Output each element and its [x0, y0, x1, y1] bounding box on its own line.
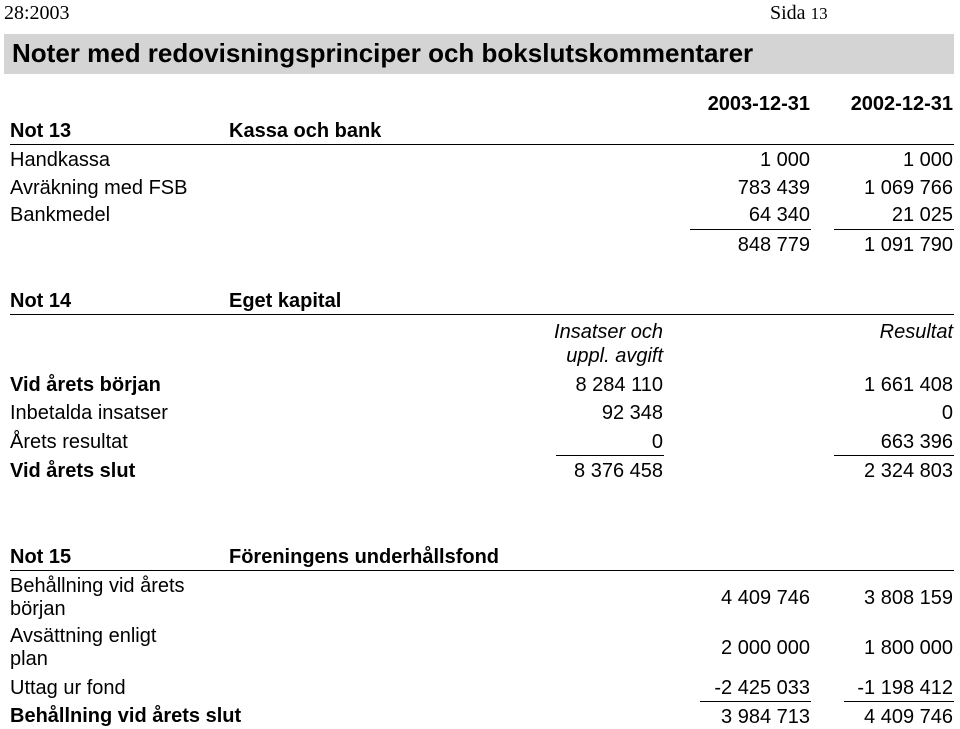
note14-col-b-header: Resultat [879, 321, 953, 343]
title-bar [4, 34, 954, 74]
page-label: Sida [770, 2, 806, 24]
note13-sum-line-current [690, 229, 811, 230]
note13-row-current: 64 340 [748, 204, 810, 226]
note15-row-current: 2 000 000 [721, 637, 810, 659]
note14-number: Not 14 [10, 290, 72, 312]
note14-sum-line-a [556, 455, 664, 456]
note15-divider [10, 570, 954, 571]
note13-sum-line-previous [834, 229, 954, 230]
note15-row-current: -2 425 033 [714, 677, 810, 699]
note15-sum-line-previous [844, 701, 954, 702]
note13-row-previous: 1 069 766 [864, 177, 953, 199]
note14-heading: Eget kapital [229, 290, 342, 312]
note13-total-current: 848 779 [737, 234, 810, 256]
column-header-current: 2003-12-31 [707, 93, 810, 115]
note14-row-a: 92 348 [601, 402, 663, 424]
note15-heading: Föreningens underhållsfond [229, 546, 500, 568]
note13-row-previous: 21 025 [891, 204, 953, 226]
note14-row-label: Inbetalda insatser [10, 402, 168, 424]
note13-total-previous: 1 091 790 [864, 234, 953, 256]
page-number-label [770, 2, 828, 25]
note14-row-a: 0 [651, 431, 663, 453]
note13-row-current: 783 439 [737, 177, 810, 199]
note14-row-label: Vid årets början [10, 374, 161, 396]
note13-row-previous: 1 000 [902, 149, 953, 171]
note14-sum-line-b [834, 455, 954, 456]
note13-heading: Kassa och bank [229, 120, 382, 142]
note15-row-label-line1: Behållning vid årets slut [10, 705, 242, 727]
note14-row-label: Vid årets slut [10, 460, 136, 482]
note14-divider [10, 314, 954, 315]
note15-sum-line-current [700, 701, 811, 702]
note14-row-b: 0 [941, 402, 953, 424]
note14-row-a: 8 284 110 [575, 374, 663, 396]
note14-row-label: Årets resultat [10, 431, 128, 453]
note15-row-previous: 1 800 000 [864, 637, 953, 659]
note15-row-previous: 3 808 159 [864, 587, 953, 609]
note15-row-label-line1: Avsättning enligt [10, 625, 157, 647]
note15-row-label-line2: plan [10, 648, 48, 670]
note13-divider [10, 144, 954, 145]
note14-row-b: 2 324 803 [864, 460, 953, 482]
note14-row-b: 1 661 408 [864, 374, 953, 396]
column-header-previous: 2002-12-31 [850, 93, 953, 115]
note15-row-previous: -1 198 412 [857, 677, 953, 699]
note15-row-label-line1: Behållning vid årets [10, 575, 185, 597]
note13-row-label: Avräkning med FSB [10, 177, 188, 199]
note15-row-previous: 4 409 746 [864, 706, 953, 728]
note14-row-a: 8 376 458 [574, 460, 663, 482]
note13-row-label: Bankmedel [10, 204, 111, 226]
note15-row-current: 4 409 746 [721, 587, 810, 609]
page-title: Noter med redovisningsprinciper och bokslutskommentarer [12, 38, 754, 68]
note15-row-label-line1: Uttag ur fond [10, 677, 126, 699]
note14-col-a-header-line1: Insatser och [554, 321, 663, 343]
page-number: 13 [810, 4, 828, 23]
note14-row-b: 663 396 [880, 431, 953, 453]
note15-row-current: 3 984 713 [721, 706, 810, 728]
note13-row-current: 1 000 [759, 149, 810, 171]
note14-col-a-header-line2: uppl. avgift [566, 345, 663, 367]
page-code: 28:2003 [4, 2, 70, 24]
note13-row-label: Handkassa [10, 149, 111, 171]
note13-number: Not 13 [10, 120, 72, 142]
note15-row-label-line2: början [10, 598, 66, 620]
note15-number: Not 15 [10, 546, 72, 568]
